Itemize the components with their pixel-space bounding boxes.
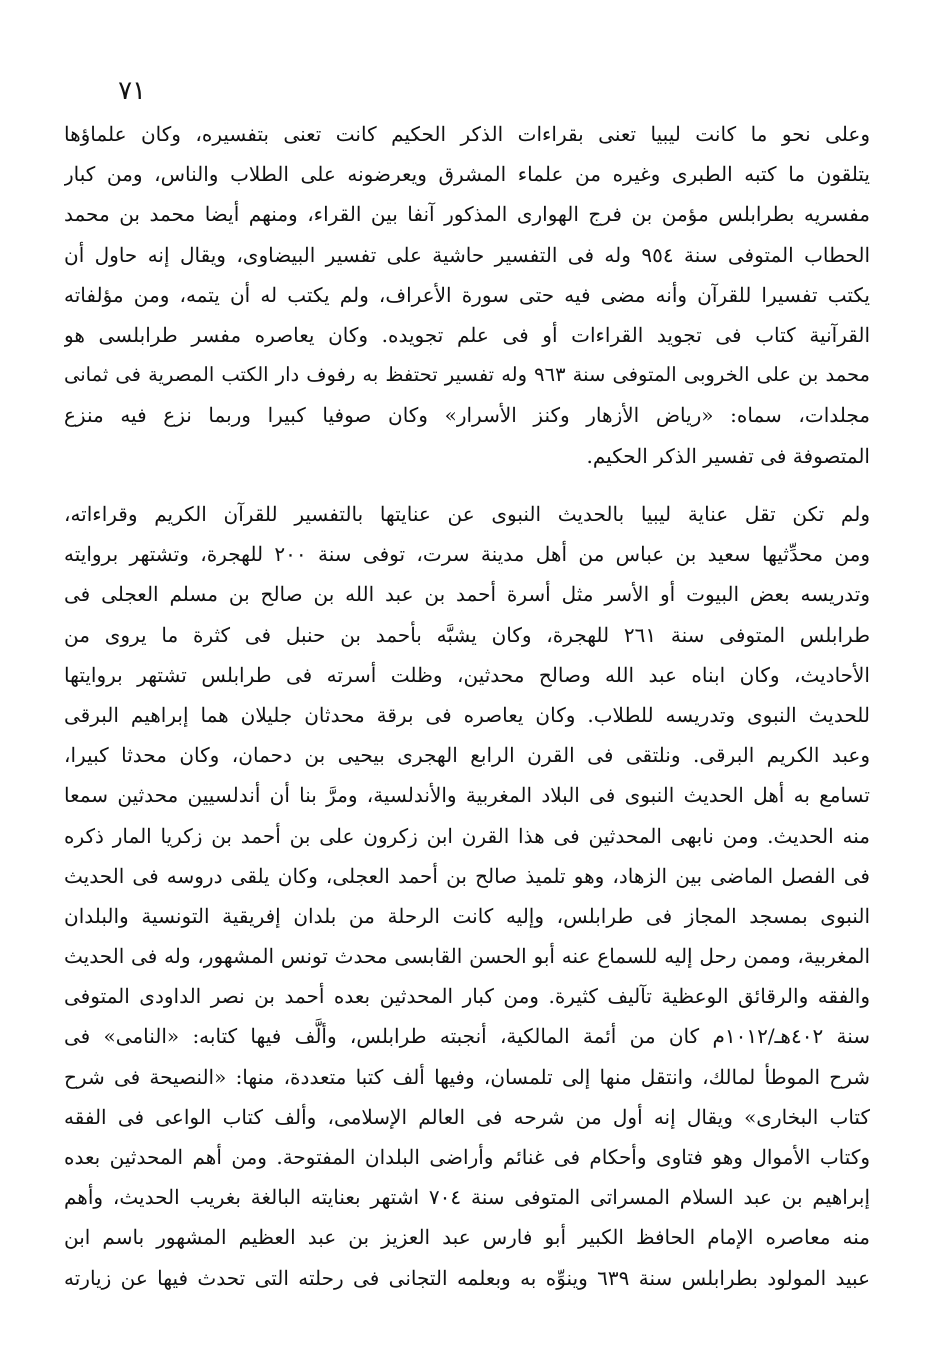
text-line: عبيد المولود بطرابلس سنة ٦٣٩ وينوِّه به وبعلمه التجانى فى رحلته التى تحدث فيها عن زيارته [64, 1265, 870, 1290]
text-line: القرآنية كتاب فى تجويد القراءات أو فى علم تجويده. وكان يعاصره مفسر طرابلسى هو [64, 322, 870, 347]
text-line: يتلقون ما كتبه الطبرى وغيره من علماء المشرق ويعرضونه على الطلاب والناس، ومن كبار [64, 162, 870, 187]
text-line: المتصوفة فى تفسير الذكر الحكيم. [586, 443, 870, 468]
text-line: ومن محدِّثيها سعيد بن عباس من أهل مدينة سرت، توفى سنة ٢٠٠ للهجرة، وتشتهر بروايته [64, 542, 870, 567]
text-line: منه الحديث. ومن نابهى المحدثين فى هذا القرن ابن زكرون على بن أحمد بن زكريا المار ذكره [64, 823, 870, 848]
text-line: وتدريسه بعض البيوت أو الأسر مثل أسرة أحمد بن عبد الله بن صالح بن مسلم العجلى فى [64, 582, 870, 607]
text-line: ولم تكن تقل عناية ليبيا بالحديث النبوى عن عنايتها بالتفسير للقرآن الكريم وقراءاته، [64, 502, 870, 526]
text-line: سنة ٤٠٢هـ/١٠١٢م كان من أئمة المالكية، أنجبته طرابلس، وألَّف فيها كتابه: «النامى» فى [64, 1024, 870, 1049]
text-line: مجلدات، سماه: «رياض الأزهار وكنز الأسرار» وكان صوفيا كبيرا وربما نزع فيه منزع [64, 403, 870, 428]
text-line: محمد بن على الخروبى المتوفى سنة ٩٦٣ وله تفسير تحتفظ به رفوف دار الكتب المصرية فى ثمانى [64, 363, 870, 387]
text-line: شرح الموطأ لمالك، وانتقل منها إلى تلمسان، وفيها ألف كتبا متعددة، منها: «النصيحة فى شرح [64, 1064, 870, 1089]
text-line: النبوى بمسجد المجاز فى طرابلس، وإليه كانت الرحلة من بلدان إفريقية التونسية والبلدان [64, 903, 870, 928]
text-line: إبراهيم بن عبد السلام المسراتى المتوفى سنة ٧٠٤ اشتهر بعنايته البالغة بغريب الحديث، وأهم [64, 1185, 870, 1210]
text-line: وكتاب الأموال وهو فتاوى وأحكام فى غنائم وأراضى البلدان المفتوحة. ومن أهم المحدثين بعده [64, 1145, 870, 1169]
text-line: والفقه والرقائق الوعظية تآليف كثيرة. ومن كبار المحدثين بعده أحمد بن نصر الداودى المتوفى [64, 984, 870, 1009]
text-line: وعبد الكريم البرقى. ونلتقى فى القرن الرابع الهجرى بيحيى بن دحمان، وكان محدثا كبيرا، [64, 743, 870, 768]
text-line: مفسريه بطرابلس مؤمن بن فرج الهوارى المذكور آنفا بين القراء، ومنهم أيضا محمد بن محمد [64, 202, 870, 227]
text-line: الحطاب المتوفى سنة ٩٥٤ وله فى التفسير حاشية على تفسير البيضاوى، ويقال إنه حاول أن [64, 242, 870, 267]
text-line: المغربية، وممن رحل إليه للسماع عنه أبو الحسن القابسى محدث تونس المشهور، وله فى الحديث [64, 944, 870, 969]
text-line: فى الفصل الماضى بين الزهاد، وهو تلميذ صالح بن أحمد العجلى، وكان يلقى دروسه فى الحديث [64, 863, 870, 888]
text-line: للحديث النبوى وتدريسه للطلاب. وكان يعاصره فى برقة محدثان جليلان هما إبراهيم البرقى [64, 702, 870, 727]
paragraph-hadith [64, 494, 870, 1298]
text-line: يكتب تفسيرا للقرآن وأنه مضى فيه حتى سورة الأعراف، ولم يكتب له أن يتمه، ومن مؤلفاته [64, 282, 870, 307]
text-line: طرابلس المتوفى سنة ٢٦١ للهجرة، وكان يشبَّه بأحمد بن حنبل فى كثرة ما يروى من [64, 622, 870, 647]
text-line: كتاب البخارى» ويقال إنه أول من شرحه فى العالم الإسلامى، وألف كتاب الواعى فى الفقه [64, 1104, 870, 1129]
text-line: وعلى نحو ما كانت ليبيا تعنى بقراءات الذكر الحكيم كانت تعنى بتفسيره، وكان علماؤها [64, 122, 870, 146]
text-line: منه معاصره الإمام الحافظ الكبير أبو فارس عبد العزيز بن عبد العظيم المشهور باسم ابن [64, 1225, 870, 1250]
text-line: تسامع به أهل الحديث النبوى فى البلاد المغربية والأندلسية، ومرَّ بنا أن أندلسيين محدثين سمعا [64, 783, 870, 808]
page-number: ٧١ [118, 76, 146, 106]
paragraph-tafsir [64, 114, 870, 476]
text-line: الأحاديث، وكان ابناه عبد الله وصالح محدثين، وظلت أسرته فى طرابلس تشتهر بروايتها [64, 662, 870, 687]
